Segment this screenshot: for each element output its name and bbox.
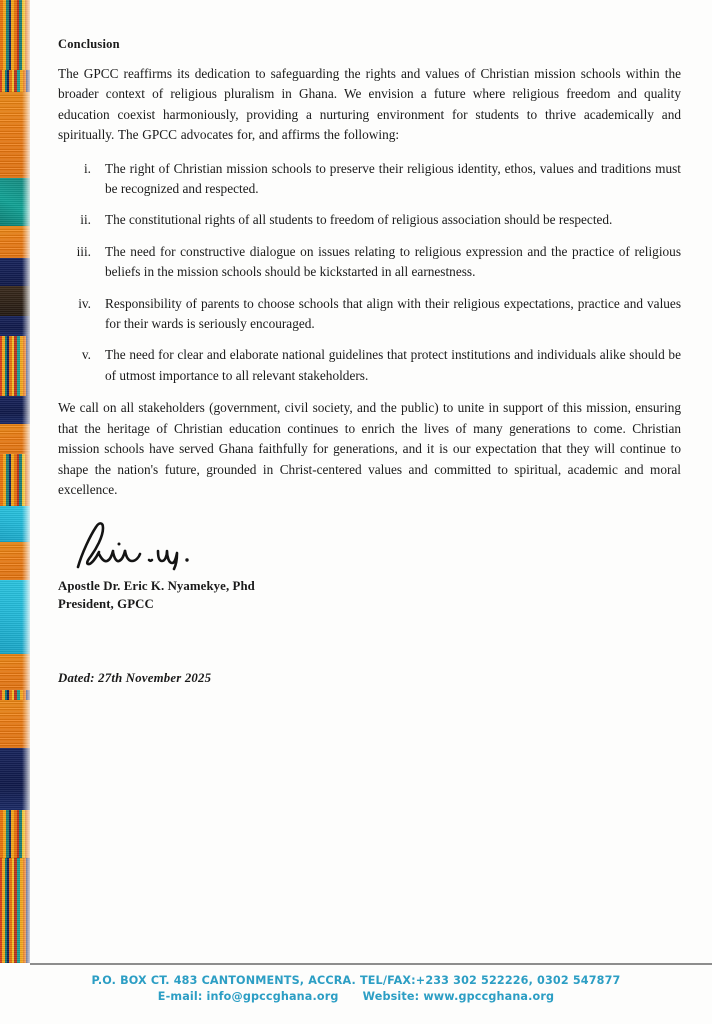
list-item-numeral: iii.: [76, 243, 91, 259]
list-item: [58, 345, 681, 386]
affirmations-list: [58, 159, 681, 387]
page-footer: [0, 963, 712, 1024]
list-item-text: Responsibility of parents to choose schools that align with their religious expectations, practice and values for their wards is seriously encouraged.: [105, 295, 681, 332]
footer-contact-block: [0, 974, 712, 1003]
intro-paragraph: The GPCC reaffirms its dedication to safeguarding the rights and values of Christian mission schools within the broader context of religious pluralism in Ghana. We envision a future where religious freedom and quality education coexist harmoniously, providing a nurturing environment for students to thrive academically and spiritually. The GPCC advocates for, and affirms the following:: [58, 66, 681, 143]
page-title: Conclusion: [58, 37, 120, 51]
list-item-text: The need for clear and elaborate national guidelines that protect institutions and individuals alike should be of utmost importance to all relevant stakeholders.: [105, 347, 681, 383]
list-item: [58, 294, 681, 335]
handwritten-signature-icon: [66, 520, 226, 572]
signer-name: Apostle Dr. Eric K. Nyamekye, Phd: [58, 579, 255, 594]
date-line: Dated: 27th November 2025: [58, 671, 212, 686]
signature-block: [58, 520, 681, 613]
footer-address-line: P.O. BOX CT. 483 CANTONMENTS, ACCRA. TEL/FAX:+233 302 522226, 0302 547877: [91, 974, 621, 987]
list-item: [58, 242, 681, 283]
list-item-numeral: ii.: [80, 212, 91, 228]
closing-paragraph: We call on all stakeholders (government, civil society, and the public) to unite in support of this mission, ensuring that the heritage of Christian education continues to enrich the lives of many generations to come. Christian mission schools have served Ghana faithfully for generations, and it is our expectation that they will continue to shape the nation's future, grounded in Christ-centered values and committed to spiritual, academic and moral excellence.: [58, 400, 681, 497]
footer-website[interactable]: Website: www.gpccghana.org: [362, 990, 555, 1003]
list-item-text: The right of Christian mission schools to preserve their religious identity, ethos, values and traditions must be recognized and respected.: [105, 160, 681, 197]
list-item-text: The constitutional rights of all students to freedom of religious association should be respected.: [105, 212, 613, 228]
kente-border-fade: [22, 0, 36, 963]
footer-contact-line: [0, 990, 712, 1003]
list-item-numeral: iv.: [78, 295, 91, 311]
document-body: [58, 0, 681, 686]
footer-divider: [30, 963, 712, 965]
footer-email[interactable]: E-mail: info@gpccghana.org: [157, 990, 339, 1003]
list-item-numeral: i.: [83, 160, 91, 176]
list-item-numeral: v.: [81, 347, 91, 363]
signer-title: President, GPCC: [58, 597, 154, 612]
list-item-text: The need for constructive dialogue on issues relating to religious expression and the practice of religious beliefs in the mission schools should be kickstarted in all earnestness.: [105, 243, 681, 280]
list-item: [58, 210, 681, 230]
list-item: [58, 159, 681, 200]
